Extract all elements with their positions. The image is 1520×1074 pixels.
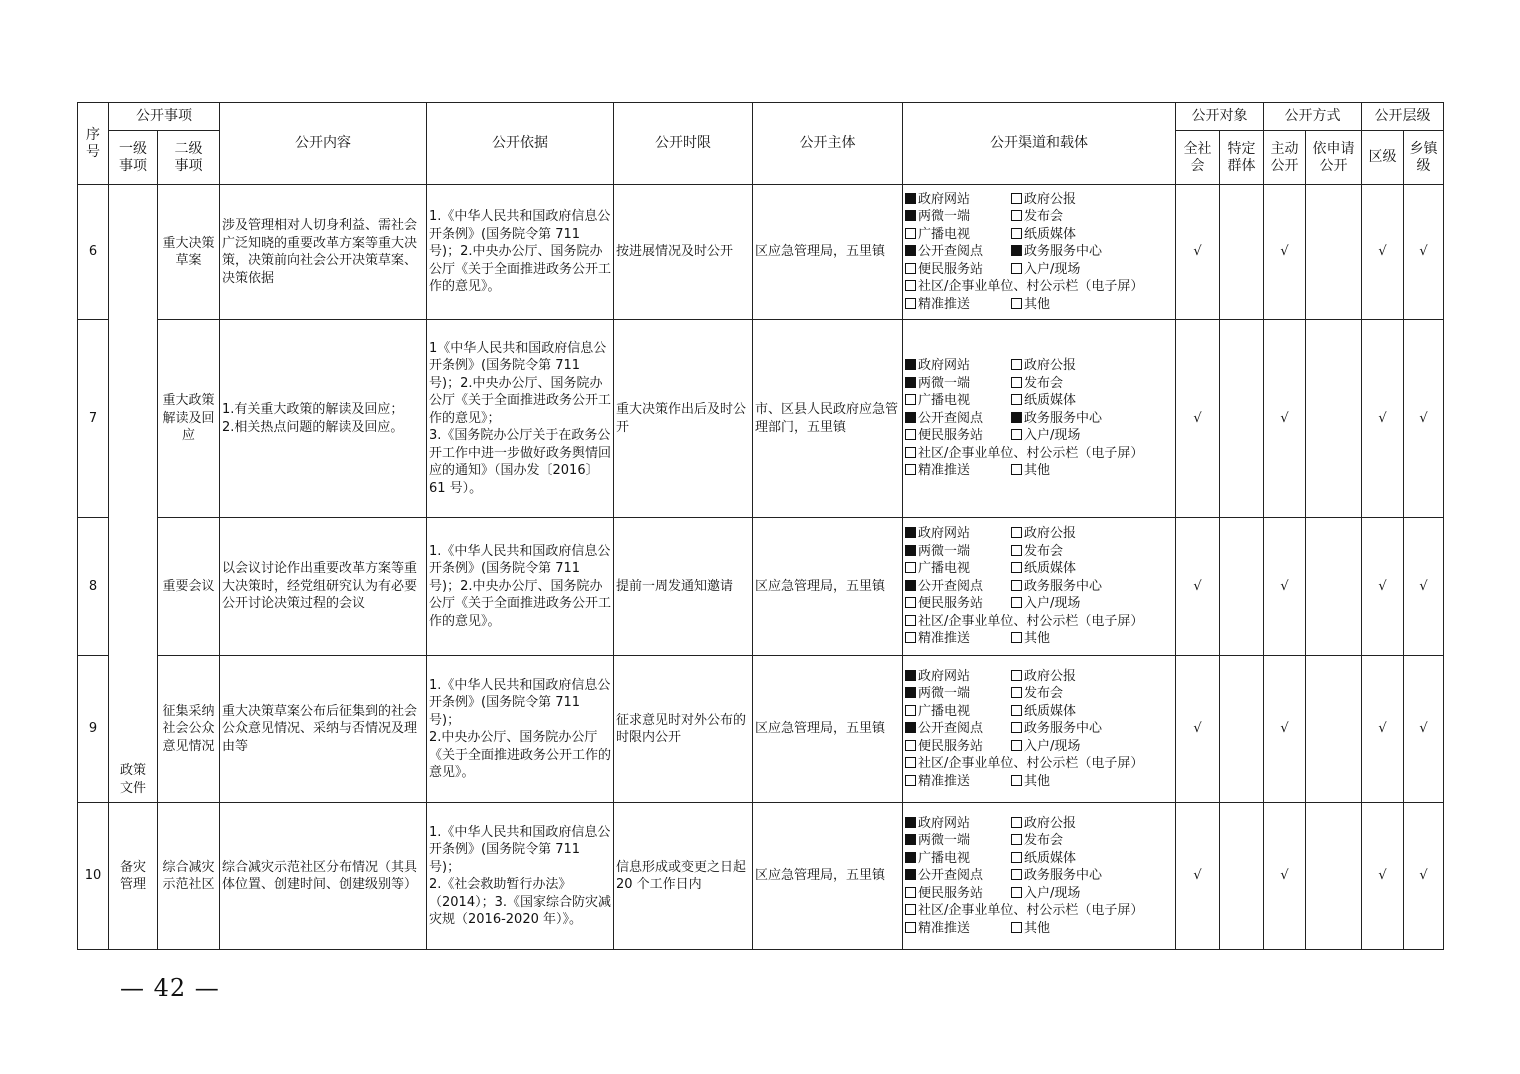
channel-label: 入户/现场 bbox=[1024, 261, 1081, 277]
header-target-all: 全社会 bbox=[1176, 131, 1220, 185]
checked-box-icon bbox=[1011, 412, 1022, 423]
unchecked-box-icon bbox=[1011, 887, 1022, 898]
channel-item bbox=[1011, 375, 1173, 393]
header-time-limit: 公开时限 bbox=[614, 103, 753, 185]
method-request-mark bbox=[1306, 803, 1362, 950]
unchecked-box-icon bbox=[1011, 597, 1022, 608]
method-request-mark bbox=[1306, 320, 1362, 518]
unchecked-box-icon bbox=[905, 740, 916, 751]
channel-item bbox=[905, 525, 1011, 543]
unchecked-box-icon bbox=[905, 597, 916, 608]
target-all-mark: √ bbox=[1176, 185, 1220, 320]
header-content: 公开内容 bbox=[220, 103, 427, 185]
row-seq: 10 bbox=[78, 803, 109, 950]
channel-label: 公开查阅点 bbox=[918, 578, 984, 594]
unchecked-box-icon bbox=[905, 705, 916, 716]
table-row bbox=[78, 656, 1444, 803]
unchecked-box-icon bbox=[1011, 359, 1022, 370]
channel-item bbox=[905, 560, 1011, 578]
disclosure-channels bbox=[903, 320, 1176, 518]
channel-label: 纸质媒体 bbox=[1024, 561, 1077, 577]
channel-item bbox=[1011, 832, 1173, 850]
channel-label: 社区/企事业单位、村公示栏（电子屏） bbox=[918, 279, 1144, 295]
checked-box-icon bbox=[905, 580, 916, 591]
unchecked-box-icon bbox=[1011, 377, 1022, 388]
unchecked-box-icon bbox=[1011, 527, 1022, 538]
disclosure-channels bbox=[903, 185, 1176, 320]
target-all-mark: √ bbox=[1176, 656, 1220, 803]
channel-label: 入户/现场 bbox=[1024, 885, 1081, 901]
table-row bbox=[78, 518, 1444, 656]
unchecked-box-icon bbox=[905, 464, 916, 475]
channel-item bbox=[905, 630, 1011, 648]
channel-item bbox=[905, 685, 1011, 703]
channel-item bbox=[905, 668, 1011, 686]
checked-box-icon bbox=[905, 817, 916, 828]
channel-item bbox=[1011, 668, 1173, 686]
channel-item bbox=[1011, 357, 1173, 375]
channel-label: 精准推送 bbox=[918, 463, 971, 479]
channel-item bbox=[905, 738, 1011, 756]
channel-list bbox=[905, 668, 1173, 791]
disclosure-subject: 区应急管理局，五里镇 bbox=[753, 185, 903, 320]
disclosure-time-limit: 按进展情况及时公开 bbox=[614, 185, 753, 320]
unchecked-box-icon bbox=[1011, 263, 1022, 274]
header-channels: 公开渠道和载体 bbox=[903, 103, 1176, 185]
level1-category-label: 政策文件 bbox=[119, 763, 146, 796]
channel-item bbox=[1011, 850, 1173, 868]
header-level1: 一级事项 bbox=[109, 131, 158, 185]
unchecked-box-icon bbox=[1011, 775, 1022, 786]
channel-item bbox=[1011, 296, 1173, 314]
unchecked-box-icon bbox=[905, 904, 916, 915]
channel-label: 入户/现场 bbox=[1024, 596, 1081, 612]
channel-label: 入户/现场 bbox=[1024, 428, 1081, 444]
disclosure-content: 重大决策草案公布后征集到的社会公众意见情况、采纳与否情况及理由等 bbox=[220, 656, 427, 803]
channel-item bbox=[1011, 703, 1173, 721]
unchecked-box-icon bbox=[905, 775, 916, 786]
target-specific-mark bbox=[1220, 185, 1264, 320]
channel-label: 纸质媒体 bbox=[1024, 226, 1077, 242]
row-seq: 9 bbox=[78, 656, 109, 803]
unchecked-box-icon bbox=[1011, 740, 1022, 751]
disclosure-subject: 区应急管理局，五里镇 bbox=[753, 656, 903, 803]
unchecked-box-icon bbox=[905, 429, 916, 440]
channel-label: 政府公报 bbox=[1024, 191, 1077, 207]
level2-item: 重要会议 bbox=[158, 518, 220, 656]
channel-item bbox=[905, 850, 1011, 868]
channel-item bbox=[905, 410, 1011, 428]
table-row bbox=[78, 803, 1444, 950]
method-active-mark: √ bbox=[1264, 320, 1306, 518]
channel-item bbox=[905, 578, 1011, 596]
channel-label: 社区/企事业单位、村公示栏（电子屏） bbox=[918, 756, 1144, 772]
channel-item bbox=[905, 543, 1011, 561]
row-seq: 8 bbox=[78, 518, 109, 656]
channel-list bbox=[905, 357, 1173, 480]
channel-label: 发布会 bbox=[1024, 686, 1064, 702]
channel-item bbox=[1011, 543, 1173, 561]
level1-category bbox=[109, 803, 158, 950]
channel-item bbox=[905, 920, 1011, 938]
unchecked-box-icon bbox=[905, 298, 916, 309]
disclosure-channels bbox=[903, 518, 1176, 656]
target-specific-mark bbox=[1220, 518, 1264, 656]
level1-category-label: 备灾管理 bbox=[119, 859, 146, 892]
channel-item bbox=[905, 595, 1011, 613]
target-all-mark: √ bbox=[1176, 320, 1220, 518]
checked-box-icon bbox=[905, 852, 916, 863]
disclosure-time-limit: 信息形成或变更之日起 20 个工作日内 bbox=[614, 803, 753, 950]
channel-item bbox=[905, 902, 1173, 920]
disclosure-content: 综合减灾示范社区分布情况（其具体位置、创建时间、创建级别等） bbox=[220, 803, 427, 950]
unchecked-box-icon bbox=[1011, 922, 1022, 933]
level-district-mark: √ bbox=[1362, 320, 1404, 518]
checked-box-icon bbox=[905, 722, 916, 733]
disclosure-channels bbox=[903, 656, 1176, 803]
unchecked-box-icon bbox=[1011, 228, 1022, 239]
disclosure-basis: 1.《中华人民共和国政府信息公开条例》(国务院令第 711 号)； 2.《社会救助暂行办法》（2014）；3.《国家综合防灾减灾规（2016-2020 年）》。 bbox=[427, 803, 614, 950]
checked-box-icon bbox=[905, 670, 916, 681]
method-active-mark: √ bbox=[1264, 518, 1306, 656]
level-town-mark: √ bbox=[1404, 320, 1444, 518]
channel-label: 公开查阅点 bbox=[918, 244, 984, 260]
method-request-mark bbox=[1306, 185, 1362, 320]
channel-item bbox=[905, 191, 1011, 209]
channel-label: 广播电视 bbox=[918, 703, 971, 719]
channel-label: 两微一端 bbox=[918, 209, 971, 225]
channel-label: 社区/企事业单位、村公示栏（电子屏） bbox=[918, 903, 1144, 919]
channel-item bbox=[1011, 191, 1173, 209]
channel-label: 政府网站 bbox=[918, 668, 971, 684]
channel-item bbox=[905, 462, 1011, 480]
header-method-active: 主动公开 bbox=[1264, 131, 1306, 185]
disclosure-subject: 区应急管理局，五里镇 bbox=[753, 518, 903, 656]
channel-label: 其他 bbox=[1024, 631, 1051, 647]
row-seq: 7 bbox=[78, 320, 109, 518]
channel-item bbox=[905, 815, 1011, 833]
channel-label: 政府公报 bbox=[1024, 668, 1077, 684]
disclosure-content: 涉及管理相对人切身利益、需社会广泛知晓的重要改革方案等重大决策，决策前向社会公开决策草案、决策依据 bbox=[220, 185, 427, 320]
channel-item bbox=[1011, 392, 1173, 410]
target-specific-mark bbox=[1220, 320, 1264, 518]
level-district-mark: √ bbox=[1362, 803, 1404, 950]
unchecked-box-icon bbox=[1011, 670, 1022, 681]
channel-item bbox=[905, 243, 1011, 261]
channel-label: 政府网站 bbox=[918, 815, 971, 831]
disclosure-content: 1.有关重大政策的解读及回应； 2.相关热点问题的解读及回应。 bbox=[220, 320, 427, 518]
checked-box-icon bbox=[905, 193, 916, 204]
target-specific-mark bbox=[1220, 656, 1264, 803]
channel-label: 广播电视 bbox=[918, 561, 971, 577]
method-active-mark: √ bbox=[1264, 185, 1306, 320]
channel-item bbox=[905, 375, 1011, 393]
channel-label: 政府公报 bbox=[1024, 358, 1077, 374]
checked-box-icon bbox=[905, 359, 916, 370]
disclosure-channels bbox=[903, 803, 1176, 950]
channel-label: 便民服务站 bbox=[918, 738, 984, 754]
channel-label: 精准推送 bbox=[918, 631, 971, 647]
level2-item: 征集采纳社会公众意见情况 bbox=[158, 656, 220, 803]
channel-item bbox=[905, 357, 1011, 375]
checked-box-icon bbox=[905, 869, 916, 880]
channel-label: 其他 bbox=[1024, 296, 1051, 312]
table-row bbox=[78, 320, 1444, 518]
channel-item bbox=[1011, 243, 1173, 261]
channel-label: 精准推送 bbox=[918, 920, 971, 936]
channel-item bbox=[1011, 720, 1173, 738]
unchecked-box-icon bbox=[905, 394, 916, 405]
channel-label: 纸质媒体 bbox=[1024, 393, 1077, 409]
unchecked-box-icon bbox=[1011, 394, 1022, 405]
channel-item bbox=[1011, 410, 1173, 428]
method-request-mark bbox=[1306, 656, 1362, 803]
disclosure-basis: 1《中华人民共和国政府信息公开条例》(国务院令第 711 号)；2.中央办公厅、国务院办公厅《关于全面推进政务公开工作的意见》； 3.《国务院办公厅关于在政务公开工作中进一步做好政务舆情回应的通知》（国办发〔2016〕61 号）。 bbox=[427, 320, 614, 518]
channel-label: 精准推送 bbox=[918, 296, 971, 312]
channel-list bbox=[905, 525, 1173, 648]
channel-label: 政府公报 bbox=[1024, 815, 1077, 831]
disclosure-time-limit: 征求意见时对外公布的时限内公开 bbox=[614, 656, 753, 803]
channel-label: 广播电视 bbox=[918, 393, 971, 409]
unchecked-box-icon bbox=[1011, 210, 1022, 221]
unchecked-box-icon bbox=[1011, 632, 1022, 643]
unchecked-box-icon bbox=[905, 757, 916, 768]
unchecked-box-icon bbox=[905, 447, 916, 458]
channel-label: 两微一端 bbox=[918, 375, 971, 391]
channel-item bbox=[905, 261, 1011, 279]
channel-label: 其他 bbox=[1024, 773, 1051, 789]
header-basis: 公开依据 bbox=[427, 103, 614, 185]
unchecked-box-icon bbox=[1011, 193, 1022, 204]
unchecked-box-icon bbox=[1011, 705, 1022, 716]
channel-label: 纸质媒体 bbox=[1024, 703, 1077, 719]
unchecked-box-icon bbox=[905, 562, 916, 573]
checked-box-icon bbox=[905, 412, 916, 423]
level-town-mark: √ bbox=[1404, 185, 1444, 320]
target-specific-mark bbox=[1220, 803, 1264, 950]
channel-item bbox=[1011, 226, 1173, 244]
channel-label: 公开查阅点 bbox=[918, 721, 984, 737]
channel-item bbox=[1011, 738, 1173, 756]
channel-item bbox=[1011, 685, 1173, 703]
unchecked-box-icon bbox=[905, 228, 916, 239]
unchecked-box-icon bbox=[1011, 562, 1022, 573]
channel-label: 精准推送 bbox=[918, 773, 971, 789]
channel-label: 政府网站 bbox=[918, 526, 971, 542]
channel-item bbox=[1011, 867, 1173, 885]
checked-box-icon bbox=[905, 527, 916, 538]
channel-label: 社区/企事业单位、村公示栏（电子屏） bbox=[918, 613, 1144, 629]
channel-label: 政务服务中心 bbox=[1024, 721, 1103, 737]
disclosure-basis: 1.《中华人民共和国政府信息公开条例》(国务院令第 711 号)；2.中央办公厅、国务院办公厅《关于全面推进政务公开工作的意见》。 bbox=[427, 518, 614, 656]
level1-category bbox=[109, 185, 158, 803]
header-target-specific: 特定群体 bbox=[1220, 131, 1264, 185]
channel-label: 公开查阅点 bbox=[918, 410, 984, 426]
checked-box-icon bbox=[1011, 245, 1022, 256]
method-request-mark bbox=[1306, 518, 1362, 656]
unchecked-box-icon bbox=[1011, 298, 1022, 309]
channel-label: 公开查阅点 bbox=[918, 868, 984, 884]
channel-label: 发布会 bbox=[1024, 375, 1064, 391]
disclosure-table bbox=[77, 102, 1444, 950]
channel-item bbox=[905, 613, 1173, 631]
page-number: — 42 — bbox=[120, 974, 220, 1002]
channel-item bbox=[905, 720, 1011, 738]
channel-item bbox=[905, 832, 1011, 850]
channel-item bbox=[1011, 525, 1173, 543]
channel-label: 政府网站 bbox=[918, 358, 971, 374]
channel-label: 便民服务站 bbox=[918, 596, 984, 612]
unchecked-box-icon bbox=[1011, 869, 1022, 880]
level-district-mark: √ bbox=[1362, 518, 1404, 656]
unchecked-box-icon bbox=[1011, 834, 1022, 845]
channel-label: 发布会 bbox=[1024, 543, 1064, 559]
disclosure-subject: 市、区县人民政府应急管理部门，五里镇 bbox=[753, 320, 903, 518]
checked-box-icon bbox=[905, 245, 916, 256]
unchecked-box-icon bbox=[905, 615, 916, 626]
level-district-mark: √ bbox=[1362, 185, 1404, 320]
channel-label: 其他 bbox=[1024, 463, 1051, 479]
unchecked-box-icon bbox=[1011, 817, 1022, 828]
channel-item bbox=[905, 208, 1011, 226]
method-active-mark: √ bbox=[1264, 656, 1306, 803]
channel-item bbox=[905, 755, 1173, 773]
channel-item bbox=[905, 427, 1011, 445]
channel-label: 纸质媒体 bbox=[1024, 850, 1077, 866]
header-target: 公开对象 bbox=[1176, 103, 1264, 131]
channel-label: 便民服务站 bbox=[918, 428, 984, 444]
channel-list bbox=[905, 815, 1173, 938]
disclosure-content: 以会议讨论作出重要改革方案等重大决策时，经党组研究认为有必要公开讨论决策过程的会议 bbox=[220, 518, 427, 656]
level2-item: 综合减灾示范社区 bbox=[158, 803, 220, 950]
channel-item bbox=[1011, 560, 1173, 578]
channel-label: 两微一端 bbox=[918, 686, 971, 702]
disclosure-basis: 1.《中华人民共和国政府信息公开条例》(国务院令第 711 号)； 2.中央办公厅、国务院办公厅《关于全面推进政务公开工作的意见》。 bbox=[427, 656, 614, 803]
channel-label: 便民服务站 bbox=[918, 261, 984, 277]
channel-label: 两微一端 bbox=[918, 543, 971, 559]
level-district-mark: √ bbox=[1362, 656, 1404, 803]
level-town-mark: √ bbox=[1404, 656, 1444, 803]
channel-item bbox=[905, 296, 1011, 314]
channel-item bbox=[1011, 208, 1173, 226]
header-level: 公开层级 bbox=[1362, 103, 1444, 131]
table-row bbox=[78, 185, 1444, 320]
target-all-mark: √ bbox=[1176, 803, 1220, 950]
channel-item bbox=[1011, 885, 1173, 903]
channel-label: 政府网站 bbox=[918, 191, 971, 207]
method-active-mark: √ bbox=[1264, 803, 1306, 950]
channel-item bbox=[905, 773, 1011, 791]
level-town-mark: √ bbox=[1404, 518, 1444, 656]
channel-label: 政务服务中心 bbox=[1024, 868, 1103, 884]
channel-label: 政府公报 bbox=[1024, 526, 1077, 542]
header-level-district: 区级 bbox=[1362, 131, 1404, 185]
channel-item bbox=[905, 392, 1011, 410]
channel-item bbox=[1011, 427, 1173, 445]
channel-item bbox=[1011, 920, 1173, 938]
checked-box-icon bbox=[905, 545, 916, 556]
channel-item bbox=[1011, 630, 1173, 648]
disclosure-subject: 区应急管理局，五里镇 bbox=[753, 803, 903, 950]
unchecked-box-icon bbox=[1011, 580, 1022, 591]
channel-label: 广播电视 bbox=[918, 850, 971, 866]
disclosure-basis: 1.《中华人民共和国政府信息公开条例》(国务院令第 711 号)；2.中央办公厅、国务院办公厅《关于全面推进政务公开工作的意见》。 bbox=[427, 185, 614, 320]
level2-item: 重大决策草案 bbox=[158, 185, 220, 320]
channel-label: 便民服务站 bbox=[918, 885, 984, 901]
checked-box-icon bbox=[905, 210, 916, 221]
channel-item bbox=[905, 445, 1173, 463]
level-town-mark: √ bbox=[1404, 803, 1444, 950]
unchecked-box-icon bbox=[905, 263, 916, 274]
header-method-request: 依申请公开 bbox=[1306, 131, 1362, 185]
header-seq: 序号 bbox=[78, 103, 109, 185]
channel-label: 社区/企事业单位、村公示栏（电子屏） bbox=[918, 445, 1144, 461]
table-body bbox=[78, 185, 1444, 950]
unchecked-box-icon bbox=[905, 632, 916, 643]
channel-label: 入户/现场 bbox=[1024, 738, 1081, 754]
checked-box-icon bbox=[905, 834, 916, 845]
disclosure-time-limit: 重大决策作出后及时公开 bbox=[614, 320, 753, 518]
row-seq: 6 bbox=[78, 185, 109, 320]
channel-item bbox=[1011, 578, 1173, 596]
unchecked-box-icon bbox=[1011, 429, 1022, 440]
header-method: 公开方式 bbox=[1264, 103, 1362, 131]
level2-item: 重大政策解读及回应 bbox=[158, 320, 220, 518]
unchecked-box-icon bbox=[905, 887, 916, 898]
channel-list bbox=[905, 191, 1173, 314]
channel-label: 发布会 bbox=[1024, 209, 1064, 225]
unchecked-box-icon bbox=[1011, 687, 1022, 698]
channel-item bbox=[1011, 261, 1173, 279]
channel-item bbox=[905, 278, 1173, 296]
channel-label: 两微一端 bbox=[918, 833, 971, 849]
channel-label: 发布会 bbox=[1024, 833, 1064, 849]
unchecked-box-icon bbox=[1011, 722, 1022, 733]
unchecked-box-icon bbox=[1011, 545, 1022, 556]
checked-box-icon bbox=[905, 377, 916, 388]
header-subject: 公开主体 bbox=[753, 103, 903, 185]
header-level2: 二级事项 bbox=[158, 131, 220, 185]
channel-item bbox=[1011, 773, 1173, 791]
channel-item bbox=[905, 867, 1011, 885]
checked-box-icon bbox=[905, 687, 916, 698]
channel-label: 政务服务中心 bbox=[1024, 578, 1103, 594]
target-all-mark: √ bbox=[1176, 518, 1220, 656]
header-item-group: 公开事项 bbox=[109, 103, 220, 131]
unchecked-box-icon bbox=[1011, 852, 1022, 863]
channel-item bbox=[905, 703, 1011, 721]
header-level-town: 乡镇级 bbox=[1404, 131, 1444, 185]
channel-item bbox=[1011, 815, 1173, 833]
channel-item bbox=[1011, 595, 1173, 613]
channel-item bbox=[905, 226, 1011, 244]
channel-label: 政务服务中心 bbox=[1024, 244, 1103, 260]
channel-label: 政务服务中心 bbox=[1024, 410, 1103, 426]
unchecked-box-icon bbox=[905, 922, 916, 933]
disclosure-time-limit: 提前一周发通知邀请 bbox=[614, 518, 753, 656]
channel-label: 其他 bbox=[1024, 920, 1051, 936]
unchecked-box-icon bbox=[905, 280, 916, 291]
unchecked-box-icon bbox=[1011, 464, 1022, 475]
channel-item bbox=[905, 885, 1011, 903]
channel-label: 广播电视 bbox=[918, 226, 971, 242]
channel-item bbox=[1011, 462, 1173, 480]
